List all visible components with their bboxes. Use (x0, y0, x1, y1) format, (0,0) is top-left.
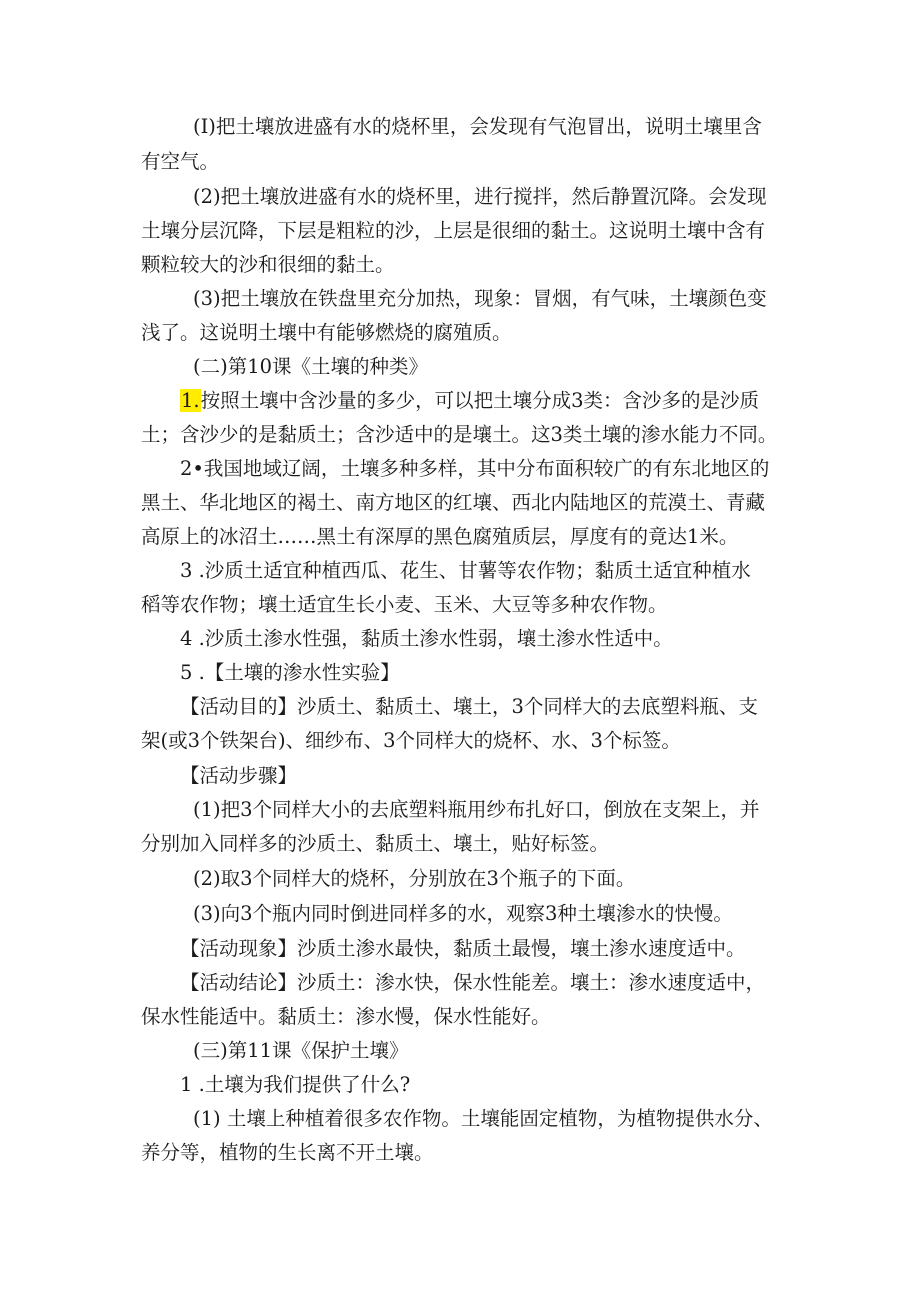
text-line: 2•我国地域辽阔，土壤多种多样，其中分布面积较广的有东北地区的 (180, 457, 770, 480)
highlighted-number: 1. (181, 389, 200, 412)
text-line: 【活动结论】沙质土：渗水快，保水性能差。壤土：渗水速度适中， (180, 971, 766, 994)
text-line: (1) 土壤上种植着很多农作物。土壤能固定植物，为植物提供水分、 (193, 1107, 773, 1130)
text-line: 有空气。 (141, 150, 220, 173)
section-heading: (二)第10课《土壤的种类》 (193, 355, 429, 378)
text-line: (2)把土壤放进盛有水的烧杯里，进行搅拌，然后静置沉降。会发现 (193, 185, 767, 208)
text-line: 养分等，植物的生长离不开土壤。 (141, 1141, 434, 1164)
text-line: 4 .沙质土渗水性强，黏质土渗水性弱，壤土渗水性适中。 (180, 627, 673, 650)
text-line: 土；含沙少的是黏质土；含沙适中的是壤土。这3类土壤的渗水能力不同。 (141, 423, 778, 446)
text-line: 【活动目的】沙质土、黏质土、壤土，3个同样大的去底塑料瓶、支 (180, 695, 758, 718)
text-line: 颗粒较大的沙和很细的黏土。 (141, 253, 395, 276)
text-line: 【活动步骤】 (180, 764, 298, 787)
text-line-numbered (180, 388, 759, 414)
text-line: 分别加入同样多的沙质土、黏质土、壤土，贴好标签。 (141, 832, 610, 855)
text-line: 架(或3个铁架台)、细纱布、3个同样大的烧杯、水、3个标签。 (141, 729, 681, 752)
text-line: 1 .土壤为我们提供了什么? (180, 1073, 411, 1096)
text-line: 高原上的冰沼土……黑土有深厚的黑色腐殖质层，厚度有的竟达1米。 (141, 525, 739, 548)
text-line: 3 .沙质土适宜种植西瓜、花生、甘薯等农作物；黏质土适宜种植水 (180, 559, 751, 582)
text-line: (3)把土壤放在铁盘里充分加热，现象：冒烟，有气味，土壤颜色变 (193, 287, 767, 310)
text-line: (I)把土壤放进盛有水的烧杯里，会发现有气泡冒出，说明土壤里含 (193, 115, 762, 138)
text-line: (3)向3个瓶内同时倒进同样多的水，观察3种土壤渗水的快慢。 (193, 902, 733, 925)
text-line: (2)取3个同样大的烧杯，分别放在3个瓶子的下面。 (193, 867, 636, 890)
text-line: (1)把3个同样大小的去底塑料瓶用纱布扎好口，倒放在支架上，并 (193, 798, 760, 821)
text-line: 按照土壤中含沙量的多少，可以把土壤分成3类：含沙多的是沙质 (200, 389, 760, 412)
text-line: 【活动现象】沙质土渗水最快，黏质土最慢，壤土渗水速度适中。 (180, 937, 746, 960)
text-line: 5 .【土壤的渗水性实验】 (180, 661, 400, 684)
text-line: 稻等农作物；壤土适宜生长小麦、玉米、大豆等多种农作物。 (141, 593, 668, 616)
text-line: 土壤分层沉降，下层是粗粒的沙，上层是很细的黏土。这说明土壤中含有 (141, 219, 766, 242)
text-line: 浅了。这说明土壤中有能够燃烧的腐殖质。 (141, 321, 512, 344)
section-heading: (三)第11课《保护土壤》 (193, 1039, 409, 1062)
text-line: 黑土、华北地区的褐土、南方地区的红壤、西北内陆地区的荒漠土、青藏 (141, 491, 766, 514)
text-line: 保水性能适中。黏质土：渗水慢，保水性能好。 (141, 1005, 551, 1028)
